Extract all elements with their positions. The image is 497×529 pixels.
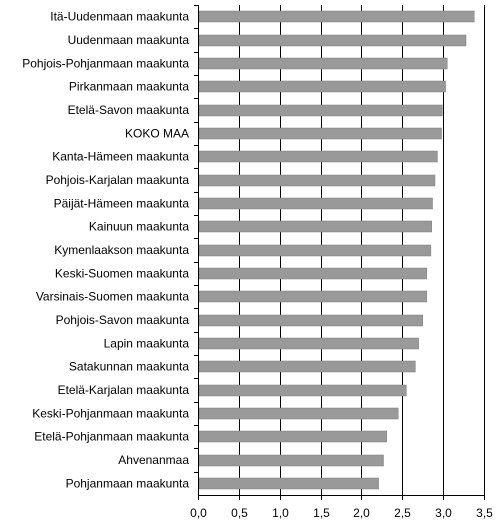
- x-tick-label-7: 3,5: [476, 506, 493, 520]
- bar-13: [199, 291, 427, 302]
- x-tick-labels: [190, 506, 493, 520]
- bar-7: [199, 151, 437, 162]
- category-label-6: KOKO MAA: [124, 126, 189, 141]
- category-label-17: Etelä-Karjalan maakunta: [57, 383, 189, 397]
- category-label-20: Ahvenanmaa: [118, 453, 189, 467]
- category-label-21: Pohjanmaan maakunta: [65, 476, 189, 491]
- category-label-15: Lapin maakunta: [103, 336, 189, 351]
- category-label-16: Satakunnan maakunta: [68, 359, 189, 374]
- bar-5: [199, 105, 442, 116]
- bar-9: [199, 198, 433, 209]
- category-label-19: Etelä-Pohjanmaan maakunta: [34, 429, 189, 444]
- x-tick-label-0: 0,0: [190, 506, 207, 520]
- x-tick-label-2: 1,0: [272, 506, 289, 520]
- category-labels: [22, 10, 189, 491]
- bar-8: [199, 175, 435, 186]
- bar-12: [199, 268, 427, 279]
- category-label-7: Kanta-Hämeen maakunta: [52, 149, 189, 164]
- bar-20: [199, 455, 383, 466]
- bar-19: [199, 431, 387, 442]
- category-label-13: Varsinais-Suomen maakunta: [35, 289, 189, 304]
- category-label-14: Pohjois-Savon maakunta: [55, 313, 189, 327]
- x-tick-label-5: 2,5: [394, 506, 411, 520]
- x-tick-label-4: 2,0: [353, 506, 370, 520]
- category-label-12: Keski-Suomen maakunta: [54, 266, 189, 281]
- category-label-18: Keski-Pohjanmaan maakunta: [32, 406, 189, 421]
- x-tick-label-3: 1,5: [313, 506, 330, 520]
- bar-16: [199, 361, 415, 372]
- category-label-8: Pohjois-Karjalan maakunta: [45, 173, 189, 187]
- category-label-5: Etelä-Savon maakunta: [67, 103, 189, 117]
- category-label-2: Uudenmaan maakunta: [67, 33, 189, 47]
- bar-11: [199, 245, 431, 256]
- bars-layer: [199, 11, 474, 489]
- x-tick-label-1: 0,5: [231, 506, 248, 520]
- category-label-9: Päijät-Hämeen maakunta: [53, 196, 189, 211]
- category-label-10: Kainuun maakunta: [88, 219, 189, 234]
- bar-1: [199, 11, 474, 22]
- category-label-1: Itä-Uudenmaan maakunta: [50, 9, 189, 24]
- category-label-11: Kymenlaakson maakunta: [54, 243, 189, 257]
- x-tick-label-6: 3,0: [435, 506, 452, 520]
- bar-21: [199, 478, 379, 489]
- bar-15: [199, 338, 419, 349]
- bar-2: [199, 35, 466, 46]
- bar-18: [199, 408, 398, 419]
- bar-4: [199, 81, 446, 92]
- bar-10: [199, 221, 432, 232]
- category-label-3: Pohjois-Pohjanmaan maakunta: [22, 56, 189, 71]
- bar-3: [199, 58, 447, 69]
- bar-17: [199, 385, 406, 396]
- bar-14: [199, 315, 423, 326]
- bar-6: [199, 128, 442, 139]
- category-label-4: Pirkanmaan maakunta: [68, 79, 189, 94]
